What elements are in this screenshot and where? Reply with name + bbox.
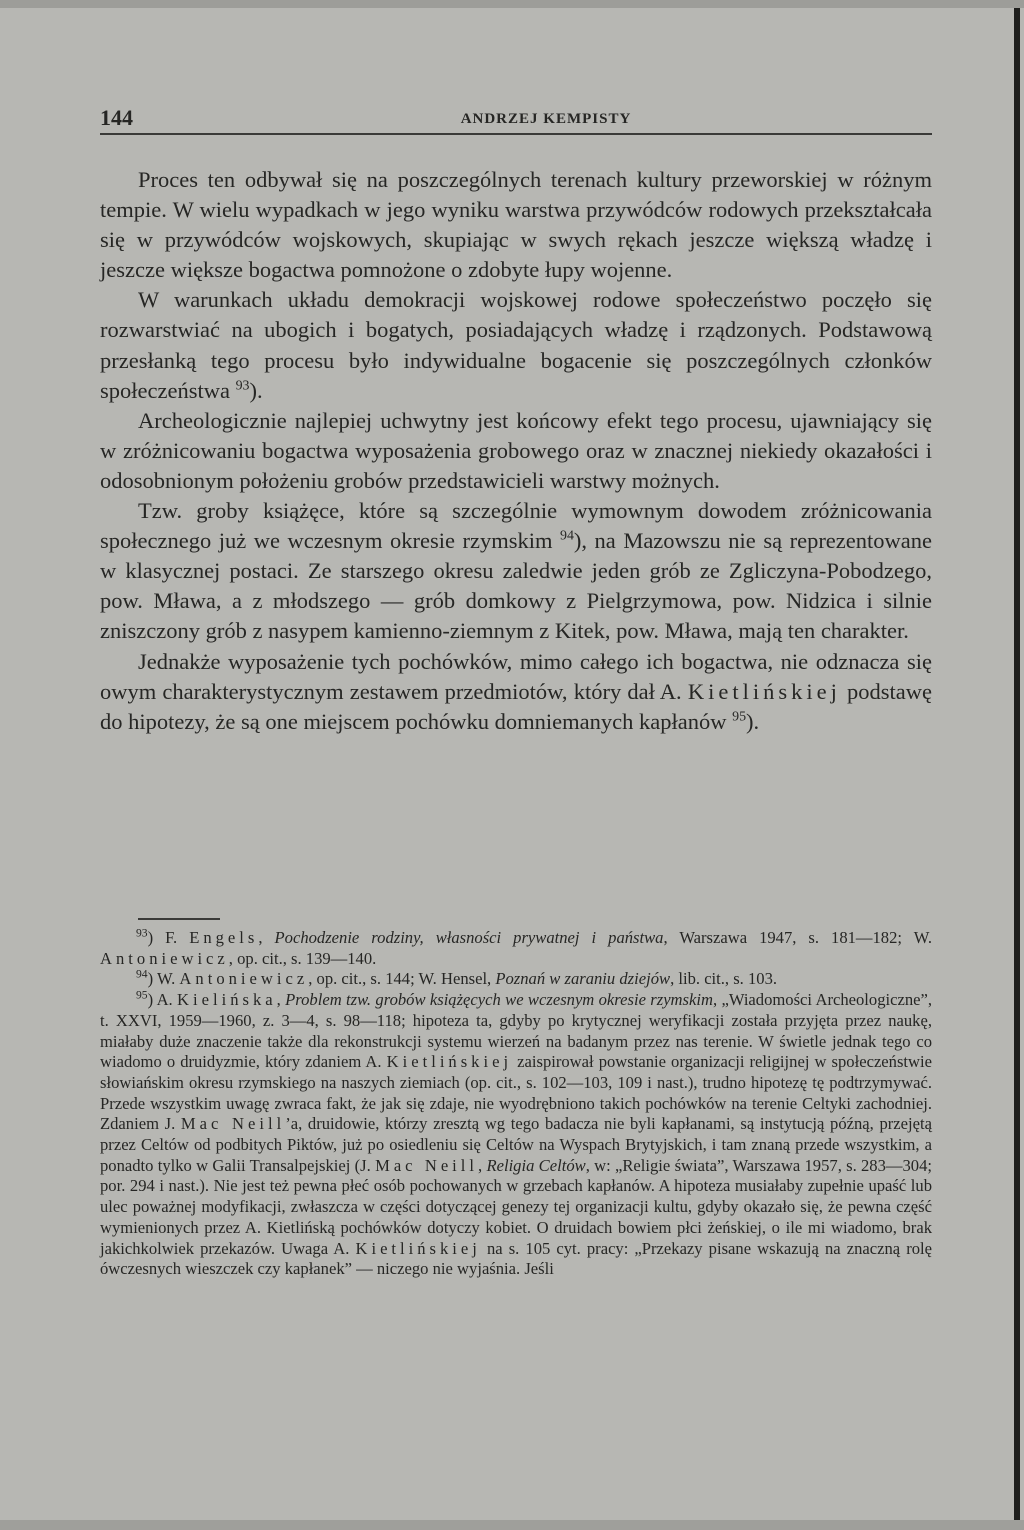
paragraph-4: Tzw. groby książęce, które są szczególnie wymownym dowodem zróżnicowania społecznego już we wczesnym okresie rzymskim $^{94}$), na Mazowszu nie są reprezentowane w klasycznej postaci. Ze starszego okresu zaledwie jeden grób ze Zgliczyna-Pobodzego, pow. Mława, a z młodszego — grób domkowy z Pielgrzymowa, pow. Nidzica i silnie zniszczony grób z nasypem kamienno-ziemnym z Kitek, pow. Mława, mają ten charakter.: [100, 498, 932, 644]
paragraph-1: Proces ten odbywał się na poszczególnych terenach kultury przeworskiej w różnym tempie. W wielu wypadkach w jego wyniku warstwa przywódców rodowych przekształcała się w przywódców wojskowych, skupiając w swych rękach jeszcze większą władzę i jeszcze większe bogactwa pomnożone o zdobyte łupy wojenne.: [100, 167, 932, 283]
work-title: Poznań w zaraniu dziejów: [495, 969, 671, 989]
footnote-number: 93: [136, 926, 148, 940]
footnote-ref-93[interactable]: 93: [235, 378, 250, 394]
paragraph-5: Jednakże wyposażenie tych pochówków, mimo całego ich bogactwa, nie odznacza się owym charakterystycznym zestawem przedmiotów, który dał A. Kietlińskiej podstawę do hipotezy, że są one miejscem pochówku domniemanych kapłanów $^{95}$).: [100, 648, 932, 734]
paragraph-2: W warunkach układu demokracji wojskowej rodowe społeczeństwo poczęło się rozwarstwiać na ubogich i bogatych, posiadających władzę i rządzonych. Podstawową przesłanką tego procesu było indywidualne bogacenie się poszczególnych członków społeczeństwa $^{93}$).: [100, 287, 932, 403]
footnote-number: 94: [136, 967, 148, 981]
scan-edge-top: [0, 0, 1024, 8]
page-header: [100, 104, 932, 132]
footnote-93: $^{93}$) F. Engels, Pochodzenie rodziny, własności prywatnej i państwa, Warszawa 1947, s. 181—182; W. Antoniewicz, op. cit., s. 139—140.: [100, 926, 933, 968]
work-title: Pochodzenie rodziny, własności prywatnej i państwa: [274, 928, 664, 947]
work-title: Religia Celtów: [486, 1155, 586, 1175]
scan-edge-right: [1014, 8, 1020, 1523]
spaced-author-name: Kietlińskiej: [687, 678, 841, 704]
page-number: 144: [100, 105, 133, 130]
footnote-94: $^{94}$) W. Antoniewicz, op. cit., s. 144; W. Hensel, Poznań w zaraniu dziejów, lib. cit., s. 103.: [136, 967, 778, 989]
running-head: ANDRZEJ KEMPISTY: [460, 111, 632, 127]
footnote-ref-95[interactable]: 95: [732, 709, 747, 725]
footnotes: [100, 928, 932, 1280]
footnote-rule: [138, 918, 220, 920]
footnote-95: $^{95}$) A. Kielińska, Problem tzw. grobów książęcych we wczesnym okresie rzymskim, „Wiadomości Archeologiczne”, t. XXVI, 1959—1960, z. 3—4, s. 98—118; hipoteza ta, gdyby po krytycznej weryfikacji została przyjęta przez naukę, miałaby duże znaczenie także dla rekonstrukcji systemu wierzeń na badanym przez nas terenie. W świetle jednak tego co wiadomo o druidyzmie, który zdaniem A. Kietlińskiej zaispirował powstanie organizacji religijnej w społeczeństwie słowiańskim okresu rzymskiego na naszych ziemiach (op. cit., s. 102—103, 109 i nast.), trudno hipotezę tę podtrzymywać. Przede wszystkim uwagę zwraca fakt, że jak się zdaje, nie wyodrębniono takich pochówków na terenie Celtyki zachodniej. Zdaniem J. Mac Neill’a, druidowie, którzy zresztą wg tego badacza nie byli kapłanami, są instytucją późną, przejętą przez Celtów od podbitych Piktów, już po osiedleniu się Celtów na Wyspach Brytyjskich, i tam znaną przede wszystkim, a ponadto tylko w Galii Transalpejskiej (J. Mac Neill, Religia Celtów, w: „Religie świata”, Warszawa 1957, s. 283—304; por. 294 i nast.). Nie jest też pewna płeć osób pochowanych w grzebach kapłanów. A hipoteza musiałaby zupełnie upaść lub ulec poważnej modyfikacji, zwłaszcza w części dotyczącej genezy tej organizacji kultu, gdyby okazało się, że pewna część wymienionych przez A. Kietlińską pochówków dotyczy kobiet. O druidach bowiem płci żeńskiej, o ile mi wiadomo, brak jakichkolwiek przekazów. Uwaga A. Kietlińskiej na s. 105 cyt. pracy: „Przekazy pisane wskazują na znaczną rolę ówczesnych wieszczek czy kapłanek” — niczego nie wyjaśnia. Jeśli: [100, 988, 933, 1279]
paragraph-3: Archeologicznie najlepiej uchwytny jest końcowy efekt tego procesu, ujawniający się w zróżnicowaniu bogactwa wyposażenia grobowego oraz w znacznej niekiedy okazałości i odosobnionym położeniu grobów przedstawicieli warstwy możnych.: [100, 407, 932, 493]
footnote-number: 95: [136, 988, 148, 1002]
scan-edge-bottom: [0, 1520, 1024, 1530]
main-text: [100, 165, 932, 737]
header-rule: [100, 133, 932, 135]
footnote-ref-94[interactable]: 94: [559, 528, 574, 544]
work-title: Problem tzw. grobów książęcych we wczesnym okresie rzymskim: [285, 990, 713, 1010]
